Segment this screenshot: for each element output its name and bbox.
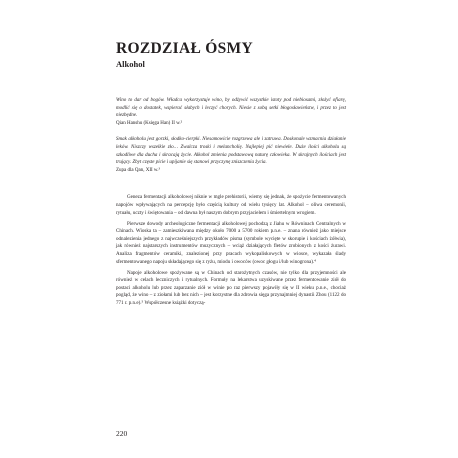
epigraph-1-text: Wino to dar od bogów. Władca wykorzystuje wino, by odżywić wszystkie istoty pod niebiosami, złożyć ofiarę, modlić się o dostatek, wspierać słabych i leczyć chorych. Niesie z sobą setki błogosławieństw, i przez to jest niezbędne.	[116, 98, 346, 119]
epigraph-2-source: Zupa dla Qan, XII w.³	[116, 167, 160, 173]
paragraph-2: Pierwsze dowody archeologiczne fermentacji alkoholowej pochodzą z Jiahu w Równinach Centralnych w Chinach. Wioska ta – zamieszkiwana między około 7000 a 5700 rokiem p.n.e. – znana również jako miejsce odnalezienia jednego z najwcześniejszych przykładów pisma (symbole wycięte w skorupie i kościach żółwia), jak również najstarszych instrumentów muzycznych – wciąż działających fletów zrobionych z kości żurawi. Analiza fragmentów ceramiki, znalezionej przy pracach wykopaliskowych w wiosce, wykazała ślady sfermentowanego napoju składającego się z ryżu, miodu i owoców (owoc głogu i/lub winogrona).⁴	[116, 220, 346, 265]
paragraph-1: Geneza fermentacji alkoholowej niknie w mgle prehistorii, wiemy się jednak, że spożycie fermentowanych napojów wpływających na percepcję było częścią kultury od wielu tysięcy lat. Alkohol – oliwa ceremonii, rytuału, uczty i świętowania – od dawna był naszym dobrym przyjacielem i śmiertelnym wrogiem.	[116, 194, 346, 216]
chapter-title: ROZDZIAŁ ÓSMY	[116, 40, 253, 57]
page-content	[116, 40, 346, 311]
body-text	[116, 194, 346, 307]
epigraph-2	[116, 136, 346, 174]
paragraph-3: Napoje alkoholowe spożywane są w Chinach od starożytnych czasów, nie tylko dla przyjemności ale również w celach leczniczych i rytualnych. Formuły na lekarstwa uzyskiwane przez fermentowanie ziół do postaci alkoholu lub przez zaparzanie ziół w winie po raz pierwszy pojawiły się w II wieku p.n.e., chociaż pogląd, że wino – z ziołami lub bez nich – jest korzystne dla zdrowia sięga przynajmniej dynastii Zhou (1122 do 771 r. p.n.e).⁵ Współczesne książki dotyczą-	[116, 269, 346, 307]
epigraph-1-source: Qian Hanshu (Księga Han) II w.²	[116, 120, 183, 126]
epigraph-1	[116, 97, 346, 127]
chapter-subtitle: Alkohol	[116, 59, 145, 69]
page-number: 220	[116, 429, 128, 438]
epigraph-2-text: Smak alkoholu jest gorzki, słodko-cierpki. Niesamowicie rozgrzewa ale i zatruwa. Doskonale wzmacnia działanie leków. Niszczy wszelkie zło… Zwalcza troski i melancholię. Najlepiej pić niewiele. Duże ilości alkoholu są szkodliwe dla ducha i skracają życie. Alkohol zmienia podstawową naturę człowieka. W skrajnych ilościach jest trujący. Zbyt częste picie i upijanie się stanowi przyczynę zniszczenia życia.	[116, 137, 346, 166]
